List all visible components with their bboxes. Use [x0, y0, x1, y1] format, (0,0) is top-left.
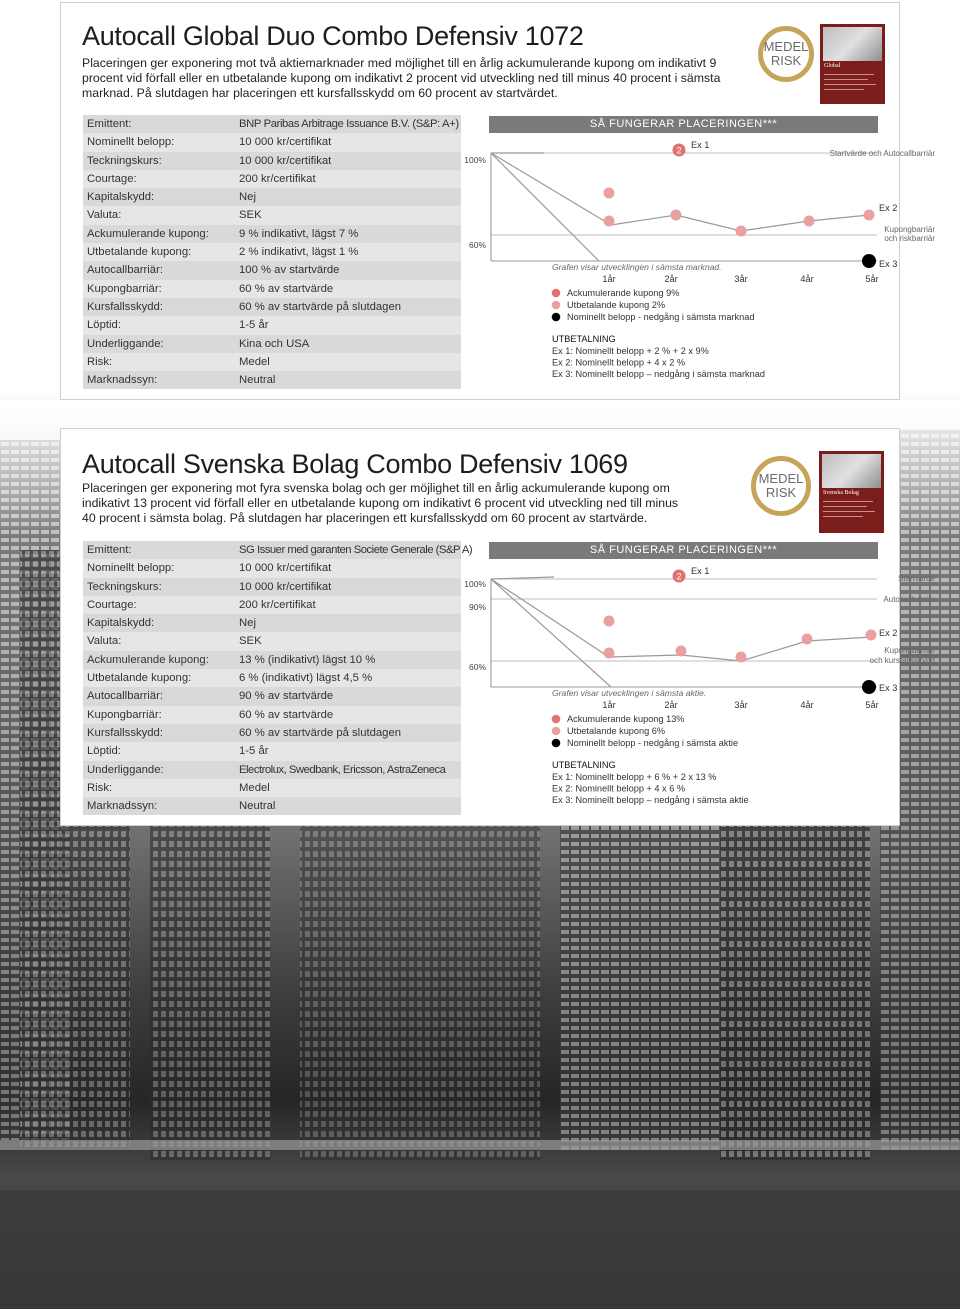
spec-row — [83, 152, 461, 170]
y-tick-label: 60% — [468, 662, 486, 672]
payout-key: Ex 2: — [552, 357, 573, 368]
spec-value: 13 % (indikativt) lägst 10 % — [239, 653, 376, 666]
spec-row — [83, 335, 461, 353]
spec-row — [83, 779, 461, 797]
spec-label: Valuta: — [87, 635, 122, 648]
utbetalande-kupong-dot — [676, 646, 687, 657]
legend-swatch — [552, 739, 561, 748]
spec-label: Emittent: — [87, 118, 132, 130]
spec-label: Ackumulerande kupong: — [87, 653, 209, 666]
barrier-label: och riskbarriär — [884, 234, 935, 243]
payout-value: Nominellt belopp + 4 x 2 % — [572, 357, 686, 368]
risk-badge-line-1: MEDEL — [758, 471, 804, 486]
spec-value: Neutral — [239, 800, 276, 813]
spec-value: Medel — [239, 781, 270, 794]
utbetalande-kupong-dot — [736, 652, 747, 663]
barrier-label: och kursfallsskydd — [869, 656, 935, 665]
spec-label: Nominellt belopp: — [87, 136, 175, 149]
x-tick-label: 3år — [734, 700, 748, 710]
legend-label: Utbetalande kupong 2% — [567, 300, 666, 310]
spec-label: Löptid: — [87, 319, 121, 332]
ex3-end-dot — [862, 254, 876, 268]
chart-svg — [459, 429, 935, 825]
y-tick-label: 100% — [464, 579, 486, 589]
chart-header: SÅ FUNGERAR PLACERINGEN*** — [489, 116, 878, 133]
payout-value: Nominellt belopp + 2 % + 2 x 9% — [572, 346, 709, 356]
ex3-path — [491, 579, 611, 687]
chart-caption: Grafen visar utvecklingen i sämsta aktie. — [552, 688, 707, 698]
ex1-label: Ex 1 — [691, 140, 710, 150]
spec-label: Kupongbarriär: — [87, 708, 162, 721]
spec-value: SG Issuer med garanten Societe Generale (S&P A) — [239, 544, 473, 556]
x-tick-label: 4år — [800, 700, 814, 710]
spec-row — [83, 578, 461, 596]
spec-table — [83, 541, 473, 815]
utbetalande-kupong-dot — [864, 210, 875, 221]
utbetalande-kupong-dot — [604, 616, 615, 627]
utbetalande-kupong-dot — [604, 216, 615, 227]
spec-label: Löptid: — [87, 745, 121, 758]
spec-label: Autocallbarriär: — [87, 690, 163, 703]
payout-title: UTBETALNING — [552, 334, 616, 344]
product-card-1 — [60, 2, 935, 400]
risk-badge-line-2: RISK — [765, 485, 797, 500]
spec-row — [83, 353, 461, 371]
spec-value: Kina och USA — [239, 337, 310, 350]
spec-value: 1-5 år — [239, 745, 269, 758]
spec-value: BNP Paribas Arbitrage Issuance B.V. (S&P: A+) — [239, 118, 459, 130]
payout-line — [552, 772, 716, 782]
x-tick-label: 5år — [865, 700, 879, 710]
chart-header: SÅ FUNGERAR PLACERINGEN*** — [489, 542, 878, 559]
utbetalande-kupong-dot — [604, 188, 615, 199]
spec-label: Underliggande: — [87, 763, 164, 776]
x-tick-label: 1år — [602, 274, 616, 284]
risk-badge-line-2: RISK — [770, 53, 802, 68]
utbetalande-kupong-dot — [604, 648, 615, 659]
spec-row — [83, 651, 461, 669]
legend-swatch — [552, 289, 561, 298]
product-title: Autocall Svenska Bolag Combo Defensiv 1069 — [82, 449, 628, 479]
payout-key: Ex 3: — [552, 795, 573, 806]
spec-label: Courtage: — [87, 172, 137, 185]
y-tick-label: 100% — [464, 155, 486, 165]
x-tick-label: 4år — [800, 274, 814, 284]
payout-value: Nominellt belopp – nedgång i sämsta aktie — [572, 795, 749, 806]
ex1-badge-number: 2 — [676, 145, 682, 156]
spec-value: 1-5 år — [239, 319, 269, 332]
chart-caption: Grafen visar utvecklingen i sämsta marknad. — [552, 262, 722, 272]
utbetalande-kupong-dot — [671, 210, 682, 221]
utbetalande-kupong-dot — [866, 630, 877, 641]
barrier-label: Kupongbarriär — [884, 225, 935, 234]
spec-label: Ackumulerande kupong: — [87, 227, 209, 240]
ex3-end-dot — [862, 680, 876, 694]
spec-row — [83, 371, 461, 389]
y-tick-label: 60% — [468, 240, 486, 250]
spec-value: 60 % av startvärde på slutdagen — [239, 726, 402, 739]
spec-row — [83, 188, 461, 206]
spec-row — [83, 797, 461, 815]
spec-label: Nominellt belopp: — [87, 562, 175, 575]
spec-row — [83, 261, 461, 279]
spec-row — [83, 206, 461, 224]
example-label: Ex 2 — [879, 628, 898, 638]
spec-label: Underliggande: — [87, 337, 164, 350]
legend-label: Utbetalande kupong 6% — [567, 726, 666, 736]
product-card-2 — [60, 428, 935, 826]
spec-value: 60 % av startvärde på slutdagen — [239, 300, 402, 313]
spec-label: Risk: — [87, 781, 113, 794]
spec-row — [83, 742, 461, 760]
spec-row — [83, 541, 473, 559]
spec-row — [83, 669, 461, 687]
spec-value: 100 % av startvärde — [239, 264, 340, 277]
product-title: Autocall Global Duo Combo Defensiv 1072 — [82, 21, 584, 51]
brochure-cover-title: Global — [824, 63, 841, 69]
spec-value: 200 kr/certifikat — [239, 172, 316, 185]
chart-svg — [459, 3, 935, 399]
brochure-cover-title: Svenska Bolag — [823, 490, 859, 496]
product-intro: Placeringen ger exponering mot fyra svenska bolag och ger möjlighet till en årlig ackumulerande kupong om indikativt 13 procent vid förfall eller en utbetalande kupong om indikativt 6 procent vid utveckling ned till minus 40 procent i sämsta bolag. På slutdagen har placeringen ett kursfallsskydd om 60 procent av startvärde. — [82, 481, 679, 526]
ex1-label: Ex 1 — [691, 566, 710, 576]
spec-label: Kapitalskydd: — [87, 617, 155, 630]
spec-row — [83, 225, 461, 243]
utbetalande-kupong-dot — [804, 216, 815, 227]
risk-badge-line-1: MEDEL — [763, 39, 809, 54]
spec-row — [83, 559, 461, 577]
legend-label: Nominellt belopp - nedgång i sämsta aktie — [567, 738, 739, 748]
legend-swatch — [552, 301, 561, 310]
ex1-badge-number: 2 — [676, 571, 682, 582]
spec-row — [83, 280, 461, 298]
spec-value: 10 000 kr/certifikat — [239, 562, 332, 575]
spec-label: Valuta: — [87, 209, 122, 222]
x-tick-label: 3år — [734, 274, 748, 284]
spec-label: Kapitalskydd: — [87, 191, 155, 204]
ex3-path — [491, 153, 599, 261]
payout-value: Nominellt belopp + 4 x 6 % — [572, 783, 686, 794]
legend-swatch — [552, 715, 561, 724]
legend-label: Ackumulerande kupong 9% — [567, 288, 680, 298]
spec-row — [83, 724, 461, 742]
spec-row — [83, 687, 461, 705]
spec-label: Courtage: — [87, 598, 137, 611]
payout-line — [552, 369, 765, 379]
spec-value: Nej — [239, 191, 256, 204]
spec-value: 9 % indikativt, lägst 7 % — [239, 227, 359, 240]
spec-table — [83, 115, 461, 389]
spec-value: 10 000 kr/certifikat — [239, 136, 332, 149]
barrier-label: Autocallbarriär — [883, 595, 935, 604]
spec-value: Neutral — [239, 374, 276, 387]
barrier-label: Kupongbarriär — [884, 646, 935, 655]
legend-swatch — [552, 727, 561, 736]
spec-label: Kursfallsskydd: — [87, 726, 163, 739]
spec-label: Marknadssyn: — [87, 374, 158, 387]
legend-swatch — [552, 313, 561, 322]
spec-label: Utbetalande kupong: — [87, 672, 192, 685]
spec-row — [83, 761, 461, 779]
spec-row — [83, 170, 461, 188]
how-it-works-chart — [459, 429, 935, 825]
spec-label: Kupongbarriär: — [87, 282, 162, 295]
example-label: Ex 3 — [879, 683, 898, 693]
payout-line — [552, 346, 709, 356]
legend-label: Ackumulerande kupong 13% — [567, 714, 685, 724]
payout-line — [552, 795, 749, 805]
payout-value: Nominellt belopp + 6 % + 2 x 13 % — [572, 772, 717, 782]
spec-value: 200 kr/certifikat — [239, 598, 316, 611]
spec-value: 2 % indikativt, lägst 1 % — [239, 246, 359, 259]
spec-label: Risk: — [87, 355, 113, 368]
spec-value: Medel — [239, 355, 270, 368]
utbetalande-kupong-dot — [802, 634, 813, 645]
spec-value: 60 % av startvärde — [239, 282, 334, 295]
spec-label: Kursfallsskydd: — [87, 300, 163, 313]
payout-line — [552, 784, 685, 794]
spec-row — [83, 706, 461, 724]
x-tick-label: 2år — [664, 700, 678, 710]
barrier-label: Startvärde — [898, 574, 935, 583]
x-tick-label: 2år — [664, 274, 678, 284]
spec-row — [83, 614, 461, 632]
payout-key: Ex 3: — [552, 369, 573, 380]
spec-value: Nej — [239, 617, 256, 630]
spec-label: Marknadssyn: — [87, 800, 158, 813]
spec-row — [83, 632, 461, 650]
spec-row — [83, 316, 461, 334]
spec-row — [83, 298, 461, 316]
x-tick-label: 5år — [865, 274, 879, 284]
spec-value: SEK — [239, 209, 262, 222]
spec-label: Teckningskurs: — [87, 154, 162, 167]
spec-value: 10 000 kr/certifikat — [239, 154, 332, 167]
spec-value: 90 % av startvärde — [239, 690, 334, 703]
example-label: Ex 3 — [879, 259, 898, 269]
spec-label: Emittent: — [87, 544, 132, 556]
spec-label: Utbetalande kupong: — [87, 246, 192, 259]
y-tick-label: 90% — [468, 602, 486, 612]
payout-key: Ex 2: — [552, 783, 573, 794]
payout-key: Ex 1: — [552, 772, 573, 782]
legend-label: Nominellt belopp - nedgång i sämsta marknad — [567, 312, 755, 322]
spec-label: Teckningskurs: — [87, 580, 162, 593]
payout-value: Nominellt belopp – nedgång i sämsta marknad — [572, 369, 765, 380]
spec-value: 10 000 kr/certifikat — [239, 580, 332, 593]
payout-title: UTBETALNING — [552, 760, 616, 770]
spec-value: 6 % (indikativt) lägst 4,5 % — [239, 672, 373, 685]
spec-row — [83, 133, 461, 151]
product-intro: Placeringen ger exponering mot två aktiemarknader med möjlighet till en årlig ackumulerande kupong om indikativt 9 procent vid förfall eller en utbetalande kupong om indikativt 2 procent vid utveckling ned till minus 40 procent i sämsta marknad. På slutdagen har placeringen ett kursfallsskydd om 60 procent av startvärdet. — [82, 56, 721, 101]
barrier-label: Startvärde och Autocallbarriär — [829, 149, 935, 158]
x-tick-label: 1år — [602, 700, 616, 710]
utbetalande-kupong-dot — [736, 226, 747, 237]
how-it-works-chart — [459, 3, 935, 399]
spec-label: Autocallbarriär: — [87, 264, 163, 277]
spec-value: Electrolux, Swedbank, Ericsson, AstraZeneca — [239, 763, 446, 776]
payout-key: Ex 1: — [552, 346, 573, 356]
example-label: Ex 2 — [879, 203, 898, 213]
spec-row — [83, 243, 461, 261]
spec-row — [83, 596, 461, 614]
spec-value: 60 % av startvärde — [239, 708, 334, 721]
spec-row — [83, 115, 461, 133]
spec-value: SEK — [239, 635, 262, 648]
payout-line — [552, 358, 685, 368]
